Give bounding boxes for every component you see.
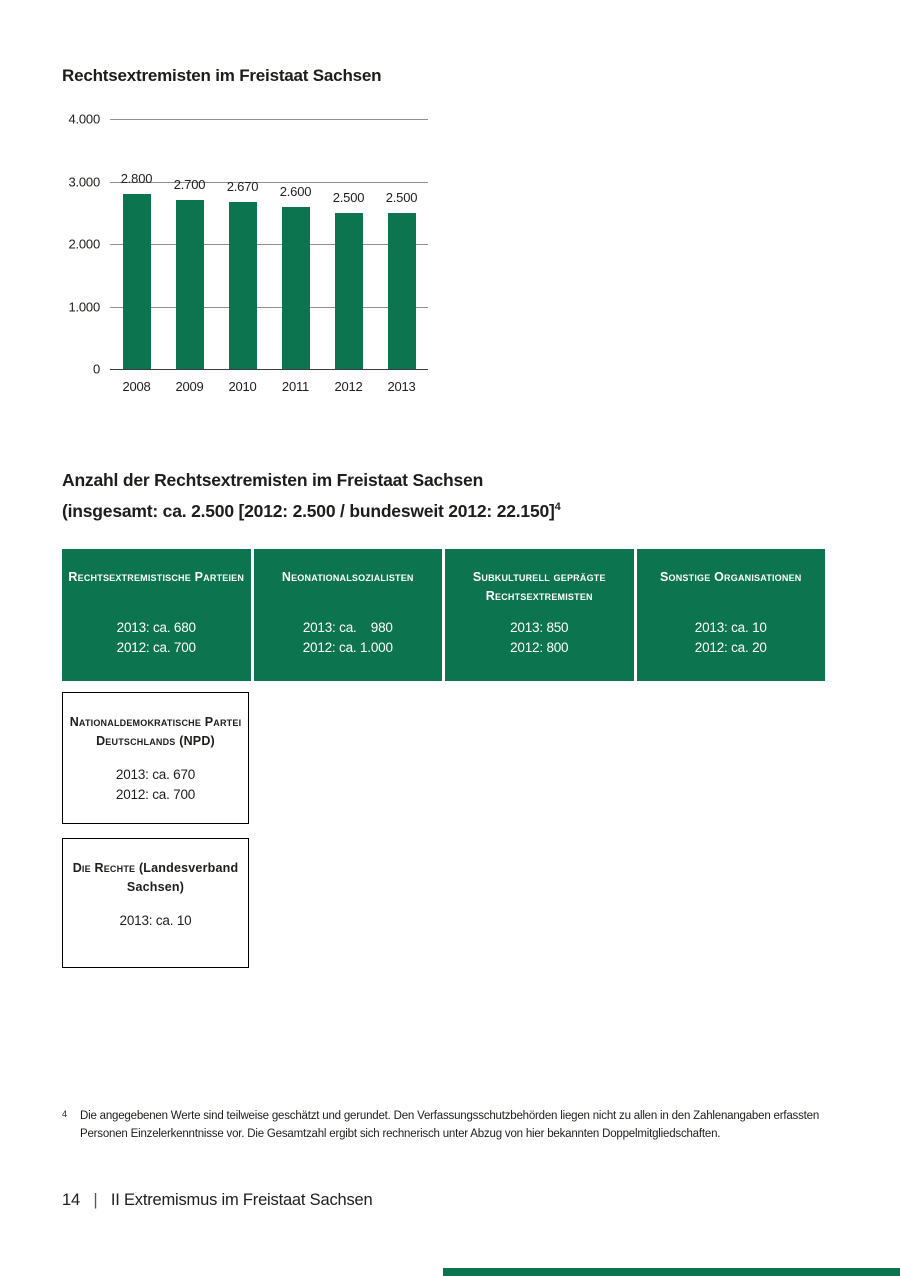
chart-plot bbox=[110, 119, 428, 369]
footnote-ref: 4 bbox=[554, 501, 561, 513]
category-box-value: 2013: 850 bbox=[510, 620, 569, 635]
footnote bbox=[62, 1108, 844, 1143]
die-rechte-box-values bbox=[63, 911, 248, 931]
footnote-line: Die angegebenen Werte sind teilweise geschätzt und gerundet. Den Verfassungsschutzbehörden liegen nicht zu allen in den Zahlenangaben erfassten bbox=[80, 1110, 820, 1122]
die-rechte-box-title-caps: Die Rechte bbox=[72, 861, 136, 875]
category-box-sonstige bbox=[637, 549, 826, 681]
y-tick-label: 4.000 bbox=[68, 111, 100, 127]
footer-section-title: II Extremismus im Freistaat Sachsen bbox=[110, 1191, 373, 1209]
category-box-value: 2012: ca. 1.000 bbox=[302, 640, 393, 655]
bar-value-label: 2.500 bbox=[332, 189, 365, 205]
bar-2009 bbox=[176, 200, 204, 369]
footnote-line: Personen Einzelerkenntnisse vor. Die Gesamtzahl ergibt sich rechnerisch unter Abzug von hier bekannten Doppelmitgliedschaften. bbox=[80, 1127, 721, 1140]
category-box-title: Neonationalsozialisten bbox=[281, 570, 414, 584]
section-heading-line1: Anzahl der Rechtsextremisten im Freistaat Sachsen bbox=[62, 470, 484, 490]
x-tick-label: 2008 bbox=[122, 379, 151, 394]
bar-chart bbox=[62, 110, 442, 410]
category-box-value: 2013: ca. 10 bbox=[694, 620, 767, 635]
bar-group-2012 bbox=[322, 119, 375, 369]
footnote-text bbox=[80, 1108, 819, 1143]
footer-divider: | bbox=[93, 1191, 98, 1209]
category-box-value: 2012: ca. 20 bbox=[694, 640, 767, 655]
bottom-green-strip bbox=[443, 1268, 900, 1276]
y-tick-label: 2.000 bbox=[68, 236, 100, 252]
bar-group-2011 bbox=[269, 119, 322, 369]
bar-value-label: 2.600 bbox=[279, 183, 312, 199]
category-box-parteien bbox=[62, 549, 251, 681]
die-rechte-box bbox=[62, 838, 249, 968]
bar-2008 bbox=[123, 194, 151, 369]
bar-group-2009 bbox=[163, 119, 216, 369]
category-boxes bbox=[62, 549, 825, 681]
y-tick-label: 1.000 bbox=[68, 299, 100, 314]
x-tick-label: 2009 bbox=[175, 379, 204, 394]
npd-box-values bbox=[63, 765, 248, 805]
bar-value-label: 2.700 bbox=[173, 177, 206, 193]
bar-value-label: 2.500 bbox=[385, 189, 418, 205]
bar-2010 bbox=[229, 202, 257, 369]
category-box-values bbox=[254, 618, 443, 658]
category-box-title: Rechtsextremistische Parteien bbox=[68, 570, 245, 584]
category-box-value: 2012: 800 bbox=[510, 640, 569, 655]
npd-box-value: 2012: ca. 700 bbox=[115, 787, 196, 802]
category-box-values bbox=[445, 618, 634, 658]
category-box-title: Sonstige Organisationen bbox=[660, 570, 802, 584]
gridline bbox=[110, 369, 428, 370]
footnote-marker: 4 bbox=[62, 1109, 67, 1119]
category-box-title: Subkulturell geprägte Rechtsextremisten bbox=[472, 570, 606, 603]
bar-group-2013 bbox=[375, 119, 428, 369]
category-box-subkulturell bbox=[445, 549, 634, 681]
bar-value-label: 2.800 bbox=[120, 171, 153, 186]
bar-2012 bbox=[335, 213, 363, 369]
die-rechte-box-title bbox=[63, 859, 248, 897]
npd-box bbox=[62, 692, 249, 824]
category-box-value: 2013: ca. 980 bbox=[302, 620, 393, 635]
x-tick-label: 2010 bbox=[228, 379, 257, 394]
bar-2011 bbox=[282, 207, 310, 370]
category-box-value: 2012: ca. 700 bbox=[116, 640, 196, 655]
npd-box-title bbox=[63, 713, 248, 751]
x-axis bbox=[110, 379, 428, 394]
section-heading-line2 bbox=[62, 494, 561, 525]
category-box-neonationalsozialisten bbox=[254, 549, 443, 681]
npd-box-title-rest: (NPD) bbox=[179, 734, 215, 748]
npd-box-title-caps: Nationaldemokratische Partei Deutschlands bbox=[69, 715, 242, 748]
y-tick-label: 0 bbox=[92, 361, 100, 377]
page-footer bbox=[62, 1191, 373, 1210]
x-tick-label: 2012 bbox=[334, 379, 363, 394]
section-heading bbox=[62, 467, 561, 525]
category-box-values bbox=[637, 618, 826, 658]
x-tick-label: 2013 bbox=[387, 379, 416, 394]
bar-value-label: 2.670 bbox=[226, 179, 259, 195]
category-box-value: 2013: ca. 680 bbox=[116, 620, 196, 635]
die-rechte-box-value: 2013: ca. 10 bbox=[119, 913, 192, 928]
bars-row bbox=[110, 119, 428, 369]
bar-group-2010 bbox=[216, 119, 269, 369]
x-tick-label: 2011 bbox=[281, 379, 310, 394]
category-box-values bbox=[62, 618, 251, 658]
npd-box-value: 2013: ca. 670 bbox=[115, 767, 196, 782]
section-heading-line2-text: (insgesamt: ca. 2.500 [2012: 2.500 / bundesweit 2012: 22.150] bbox=[62, 500, 555, 521]
page-number: 14 bbox=[62, 1191, 80, 1209]
bar-group-2008 bbox=[110, 119, 163, 369]
die-rechte-box-title-rest: (Landesverband Sachsen) bbox=[126, 861, 239, 894]
chart-title: Rechtsextremisten im Freistaat Sachsen bbox=[62, 66, 382, 85]
y-tick-label: 3.000 bbox=[68, 174, 100, 189]
bar-2013 bbox=[388, 213, 416, 369]
